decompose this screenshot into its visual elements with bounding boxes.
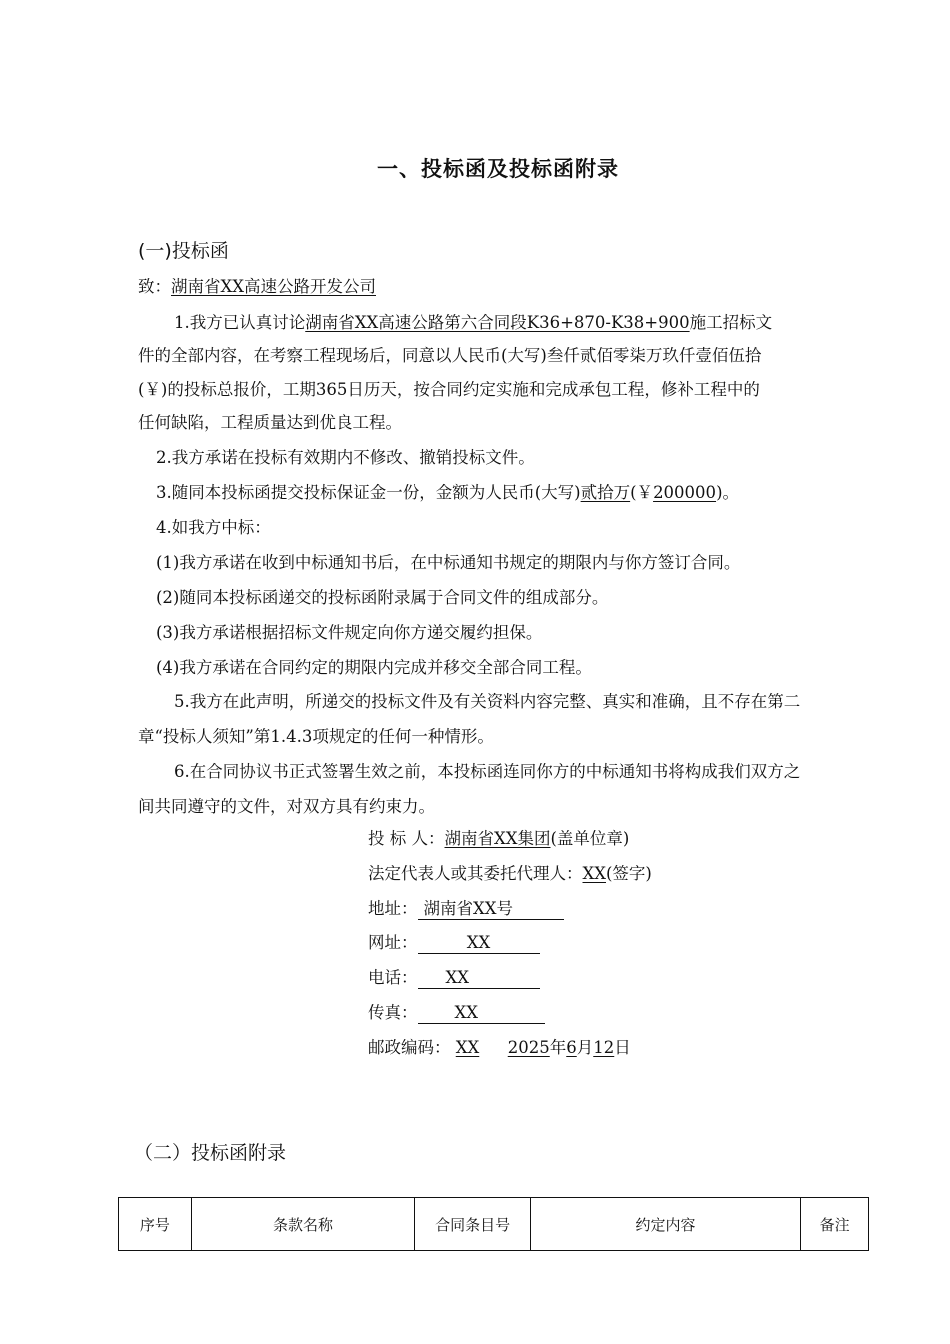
phone-label: 电话： xyxy=(368,968,418,987)
header-cell-index: 序号 xyxy=(119,1198,192,1251)
signature-representative xyxy=(368,863,652,885)
paragraph-1-line-2: 件的全部内容，在考察工程现场后，同意以人民币(大写)叁仟贰佰零柒万玖仟壹佰伍拾 xyxy=(138,346,762,365)
paragraph-3-text-c: )。 xyxy=(716,483,739,502)
representative-name: XX xyxy=(582,864,606,883)
bidder-label: 投 标 人： xyxy=(368,829,445,848)
signature-postcode-date xyxy=(368,1037,631,1059)
paragraph-1-text-b: 施工招标文 xyxy=(689,313,773,332)
table-header-row xyxy=(119,1198,869,1251)
addressee-prefix: 致： xyxy=(138,277,171,296)
paragraph-6-line-2: 间共同遵守的文件，对双方具有约束力。 xyxy=(138,797,435,816)
address-value: 湖南省XX号 xyxy=(418,899,564,920)
paragraph-1-line-1 xyxy=(174,312,772,334)
bidder-suffix: (盖单位章) xyxy=(550,829,630,848)
fax-value: XX xyxy=(418,1003,545,1024)
project-name: 湖南省XX高速公路第六合同段K36+870-K38+900 xyxy=(305,313,690,332)
addressee-company: 湖南省XX高速公路开发公司 xyxy=(171,277,376,296)
section-heading-bid-letter: (一)投标函 xyxy=(138,240,229,262)
date-year-unit: 年 xyxy=(549,1038,567,1057)
paragraph-4-item-1: (1)我方承诺在收到中标通知书后，在中标通知书规定的期限内与你方签订合同。 xyxy=(156,553,741,572)
paragraph-4-item-4: (4)我方承诺在合同约定的期限内完成并移交全部合同工程。 xyxy=(156,658,592,677)
paragraph-4: 4.如我方中标： xyxy=(156,518,271,537)
paragraph-3 xyxy=(156,482,739,504)
bidder-name: 湖南省XX集团 xyxy=(444,829,551,848)
website-label: 网址： xyxy=(368,933,418,952)
address-label: 地址： xyxy=(368,899,418,918)
header-cell-agreed-content: 约定内容 xyxy=(530,1198,800,1251)
signature-website xyxy=(368,932,540,954)
paragraph-5-line-1: 5.我方在此声明，所递交的投标文件及有关资料内容完整、真实和准确，且不存在第二 xyxy=(174,692,801,711)
paragraph-4-item-3: (3)我方承诺根据招标文件规定向你方递交履约担保。 xyxy=(156,623,543,642)
bond-amount-number: 200000 xyxy=(653,483,717,502)
paragraph-4-item-2: (2)随同本投标函递交的投标函附录属于合同文件的组成部分。 xyxy=(156,588,609,607)
website-value: XX xyxy=(418,933,540,954)
header-cell-clause-name: 条款名称 xyxy=(191,1198,415,1251)
addressee-line xyxy=(138,276,376,298)
signature-bidder xyxy=(368,828,629,850)
phone-value: XX xyxy=(418,968,540,989)
header-cell-contract-item: 合同条目号 xyxy=(415,1198,530,1251)
date-day: 12 xyxy=(593,1038,615,1057)
representative-suffix: (签字) xyxy=(606,864,652,883)
postcode-label: 邮政编码： xyxy=(368,1038,451,1057)
signature-fax xyxy=(368,1002,545,1024)
date-day-unit: 日 xyxy=(614,1038,631,1057)
bond-amount-words: 贰拾万 xyxy=(580,483,631,502)
paragraph-5-line-2: 章“投标人须知”第1.4.3项规定的任何一种情形。 xyxy=(138,727,494,746)
paragraph-2: 2.我方承诺在投标有效期内不修改、撤销投标文件。 xyxy=(156,448,535,467)
paragraph-1-text-a: 1.我方已认真讨论 xyxy=(174,313,306,332)
section-heading-appendix: （二）投标函附录 xyxy=(134,1142,287,1164)
signature-phone xyxy=(368,967,540,989)
postcode-value: XX xyxy=(455,1038,480,1057)
representative-label: 法定代表人或其委托代理人： xyxy=(368,864,583,883)
paragraph-3-text-b: (￥ xyxy=(630,483,654,502)
date-year: 2025 xyxy=(507,1038,550,1057)
signature-address xyxy=(368,898,564,920)
paragraph-6-line-1: 6.在合同协议书正式签署生效之前，本投标函连同你方的中标通知书将构成我们双方之 xyxy=(174,762,801,781)
appendix-table xyxy=(118,1197,869,1251)
paragraph-1-line-3: (￥)的投标总报价，工期365日历天，按合同约定实施和完成承包工程，修补工程中的 xyxy=(138,380,760,399)
document-title: 一、投标函及投标函附录 xyxy=(377,157,619,181)
date-month: 6 xyxy=(566,1038,577,1057)
paragraph-1-line-4: 任何缺陷，工程质量达到优良工程。 xyxy=(138,413,402,432)
header-cell-remarks: 备注 xyxy=(801,1198,869,1251)
date-month-unit: 月 xyxy=(576,1038,594,1057)
fax-label: 传真： xyxy=(368,1003,418,1022)
paragraph-3-text-a: 3.随同本投标函提交投标保证金一份，金额为人民币(大写) xyxy=(156,483,581,502)
